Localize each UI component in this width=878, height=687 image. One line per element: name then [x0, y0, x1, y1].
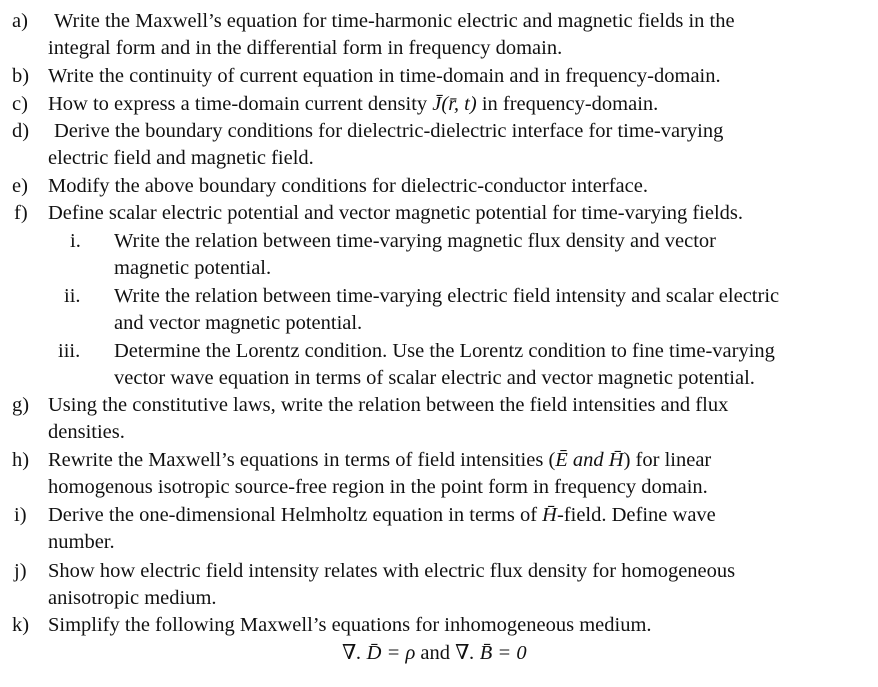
question-e-line1: Modify the above boundary conditions for dielectric-conductor interface. [48, 175, 648, 197]
question-h-line2: homogenous isotropic source-free region in the point form in frequency domain. [48, 476, 708, 498]
label-k: k) [12, 614, 30, 636]
question-f-iii-line1: Determine the Lorentz condition. Use the Lorentz condition to fine time-varying [114, 340, 775, 362]
label-a: a) [12, 10, 28, 32]
question-d-line2: electric field and magnetic field. [48, 147, 314, 169]
question-g-line1: Using the constitutive laws, write the relation between the field intensities and flux [48, 394, 729, 416]
label-f-iii: iii. [58, 340, 81, 362]
question-h-post: ) for linear [623, 449, 712, 471]
question-f-iii-line2: vector wave equation in terms of scalar electric and vector magnetic potential. [114, 367, 755, 389]
question-i-pre: Derive the one-dimensional Helmholtz equation in terms of [48, 504, 538, 526]
question-i-line2: number. [48, 531, 115, 553]
gauss-law-electric: ∇. D̄ = ρ [342, 642, 416, 664]
question-j-line1: Show how electric field intensity relates with electric flux density for homogeneous [48, 560, 736, 582]
current-density-math: J̄(r̄, t) [432, 93, 477, 115]
label-i: i) [14, 504, 27, 526]
question-c-pre: How to express a time-domain current density [48, 93, 428, 115]
question-i-post: -field. Define wave [556, 504, 716, 526]
label-f-ii: ii. [64, 285, 81, 307]
question-g-line2: densities. [48, 421, 125, 443]
question-b-line1: Write the continuity of current equation in time-domain and in frequency-domain. [48, 65, 721, 87]
label-h: h) [12, 449, 30, 471]
question-f-line1: Define scalar electric potential and vector magnetic potential for time-varying fields. [48, 202, 743, 224]
label-j: j) [14, 560, 27, 582]
question-f-i-line1: Write the relation between time-varying magnetic flux density and vector [114, 230, 716, 252]
label-f: f) [14, 202, 28, 224]
question-d-line1: Derive the boundary conditions for dielectric-dielectric interface for time-varying [54, 120, 724, 142]
question-a-line1: Write the Maxwell’s equation for time-harmonic electric and magnetic fields in the [54, 10, 735, 32]
question-f-i-line2: magnetic potential. [114, 257, 272, 279]
field-intensities-math: Ē and H̄ [555, 449, 624, 471]
label-c: c) [12, 93, 28, 115]
gauss-law-magnetic: ∇. B̄ = 0 [455, 642, 527, 664]
equation-and: and [420, 642, 451, 664]
question-h-line1 [48, 447, 711, 473]
question-k-line1: Simplify the following Maxwell’s equations for inhomogeneous medium. [48, 614, 652, 636]
question-i-line1 [48, 502, 716, 528]
maxwell-equation [342, 640, 527, 666]
question-a-line2: integral form and in the differential form in frequency domain. [48, 37, 563, 59]
question-f-ii-line1: Write the relation between time-varying electric field intensity and scalar electric [114, 285, 780, 307]
h-field-math: H̄ [542, 504, 557, 526]
question-f-ii-line2: and vector magnetic potential. [114, 312, 363, 334]
question-c-post: in frequency-domain. [481, 93, 659, 115]
question-c-line1 [48, 91, 658, 117]
label-f-i: i. [70, 230, 81, 252]
question-j-line2: anisotropic medium. [48, 587, 217, 609]
question-h-pre: Rewrite the Maxwell’s equations in terms of field intensities ( [48, 449, 556, 471]
label-e: e) [12, 175, 28, 197]
label-g: g) [12, 394, 30, 416]
label-b: b) [12, 65, 30, 87]
label-d: d) [12, 120, 30, 142]
